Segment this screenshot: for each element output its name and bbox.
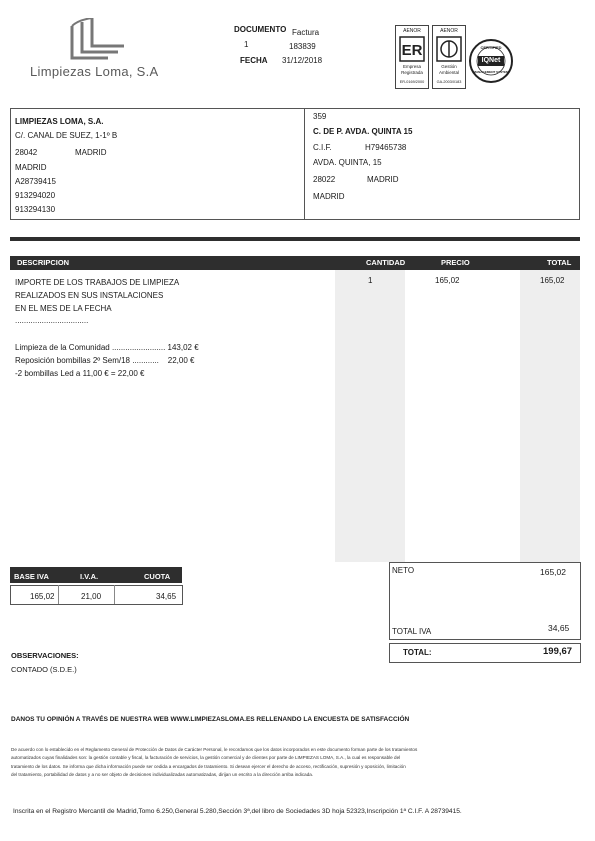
- tax-iva-value: 21,00: [81, 592, 102, 601]
- aenor-ga-sub1: Gestión: [441, 64, 457, 69]
- survey-text: DANOS TU OPINIÓN A TRAVÉS DE NUESTRA WEB WWW.LIMPIEZASLOMA.ES RELLENANDO LA ENCUESTA DE SATISFACCIÓN: [11, 716, 410, 723]
- address-divider: [304, 108, 305, 219]
- total-column-shade: [520, 270, 580, 562]
- tax-header-iva: I.V.A.: [80, 572, 99, 581]
- observaciones-label: OBSERVACIONES:: [11, 651, 79, 660]
- client-city: MADRID: [367, 175, 399, 184]
- legal-text: [11, 746, 581, 780]
- tax-divider-1: [58, 585, 59, 604]
- grand-total-value: 199,67: [543, 646, 573, 657]
- header-total: TOTAL: [547, 258, 572, 267]
- aenor-er-code: ER-0169/2000: [399, 80, 425, 84]
- grand-total-label: TOTAL:: [403, 648, 432, 657]
- logo-mark-icon: [68, 18, 130, 62]
- issuer-cif: A28739415: [15, 177, 56, 186]
- logo-text: Limpiezas Loma, S.A: [30, 64, 159, 79]
- legal-line-4: del tratamiento, portabilidad de datos y a no ser objeto de decisiones individualizadas automatizadas, dirijan un escrito a la dirección arriba indicada.: [11, 772, 314, 778]
- svg-text:ER: ER: [401, 42, 423, 59]
- aenor-er-top: AENOR: [403, 28, 421, 34]
- header-precio: PRECIO: [441, 258, 470, 267]
- item-desc-line-2: REALIZADOS EN SUS INSTALACIONES: [15, 291, 164, 300]
- aenor-er-icon: [399, 36, 425, 62]
- neto-label: NETO: [392, 566, 415, 575]
- client-name: C. DE P. AVDA. QUINTA 15: [313, 127, 413, 136]
- detail-line-2: Reposición bombillas 2º Sem/18 ............ 22,00 €: [15, 356, 195, 365]
- aenor-er-sub2: Registrada: [401, 70, 423, 75]
- documento-value: Factura: [292, 28, 320, 37]
- tax-divider-2: [114, 585, 115, 604]
- issuer-city: MADRID: [75, 148, 107, 157]
- aenor-er-sub1: Empresa: [402, 64, 421, 69]
- table-top-rule: [10, 237, 580, 241]
- client-cif: H79465738: [365, 143, 407, 152]
- total-iva-value: 34,65: [548, 623, 570, 633]
- aenor-ga-cert: [432, 25, 466, 89]
- document-number-left: 1: [244, 40, 249, 49]
- detail-line-3: -2 bombillas Led a 11,00 € = 22,00 €: [15, 369, 145, 378]
- issuer-address: C/. CANAL DE SUEZ, 1-1º B: [15, 131, 118, 140]
- issuer-name: LIMPIEZAS LOMA, S.A.: [15, 117, 104, 126]
- registry-text: Inscrita en el Registro Mercantil de Madrid,Tomo 6.250,General 5.280,Sección 3ª,del libro de Sociedades 3D hoja 52323,Inscripción 1ª C.I.F. A 28739415.: [13, 808, 462, 815]
- observaciones-value: CONTADO (S.D.E.): [11, 665, 77, 674]
- iqnet-cert: [468, 38, 514, 84]
- legal-line-2: automatizados cuyas finalidades son: la gestión contable y fiscal, la facturación de servicios, la gestión comercial y de clientes por parte de LIMPIEZAS LOMA, S.A., la cual es responsable del: [11, 755, 401, 761]
- fecha-value: 31/12/2018: [282, 56, 323, 65]
- fecha-label: FECHA: [240, 56, 268, 65]
- aenor-ga-sub2: Ambiental: [438, 70, 459, 75]
- issuer-phone2: 913294130: [15, 205, 56, 214]
- legal-line-1: De acuerdo con lo establecido en el Reglamento General de Protección de Datos de Carácter Personal, le recordamos que los datos incorporados en este documento forman parte de los tratamientos: [11, 747, 418, 752]
- detail-line-1: Limpieza de la Comunidad ........................ 143,02 €: [15, 343, 199, 352]
- aenor-ga-top: AENOR: [440, 28, 458, 34]
- legal-line-3: tratamiento de los datos. Se informa que dicha información puede ser cedida a encargados de tratamiento. Si desean ejercer el derecho de acceso, rectificación, supresión y oposición, limitación: [11, 763, 406, 769]
- item-cantidad: 1: [368, 276, 373, 285]
- tax-header-base: BASE IVA: [14, 572, 49, 581]
- iqnet-bottom-text: MANAGEMENT SYSTEM: [473, 70, 509, 74]
- client-code: 359: [313, 112, 327, 121]
- table-header: [10, 256, 580, 270]
- client-province: MADRID: [313, 192, 345, 201]
- iqnet-top-text: CERTIFIED: [480, 45, 502, 50]
- aenor-ga-icon: [436, 36, 462, 62]
- item-desc-line-1: IMPORTE DE LOS TRABAJOS DE LIMPIEZA: [15, 278, 180, 287]
- issuer-phone1: 913294020: [15, 191, 56, 200]
- cantidad-column-shade: [335, 270, 405, 562]
- document-number: 183839: [289, 42, 316, 51]
- tax-base-value: 165,02: [30, 592, 55, 601]
- client-postal: 28022: [313, 175, 336, 184]
- total-iva-label: TOTAL IVA: [392, 627, 432, 636]
- item-precio: 165,02: [435, 276, 460, 285]
- aenor-er-cert: [395, 25, 429, 89]
- header-descripcion: DESCRIPCION: [17, 258, 70, 267]
- issuer-province: MADRID: [15, 163, 47, 172]
- tax-header-cuota: CUOTA: [144, 572, 171, 581]
- item-total: 165,02: [540, 276, 565, 285]
- item-desc-line-4: .................................: [15, 316, 89, 325]
- header-cantidad: CANTIDAD: [366, 258, 406, 267]
- issuer-postal: 28042: [15, 148, 38, 157]
- tax-cuota-value: 34,65: [156, 592, 177, 601]
- item-desc-line-3: EN EL MES DE LA FECHA: [15, 304, 112, 313]
- aenor-ga-code: GA-2003/0183: [436, 80, 462, 84]
- client-cif-label: C.I.F.: [313, 143, 332, 152]
- client-address: AVDA. QUINTA, 15: [313, 158, 382, 167]
- iqnet-label: IQNet: [481, 57, 501, 64]
- company-logo: [30, 18, 165, 80]
- documento-label: DOCUMENTO: [234, 25, 287, 34]
- neto-value: 165,02: [540, 567, 566, 577]
